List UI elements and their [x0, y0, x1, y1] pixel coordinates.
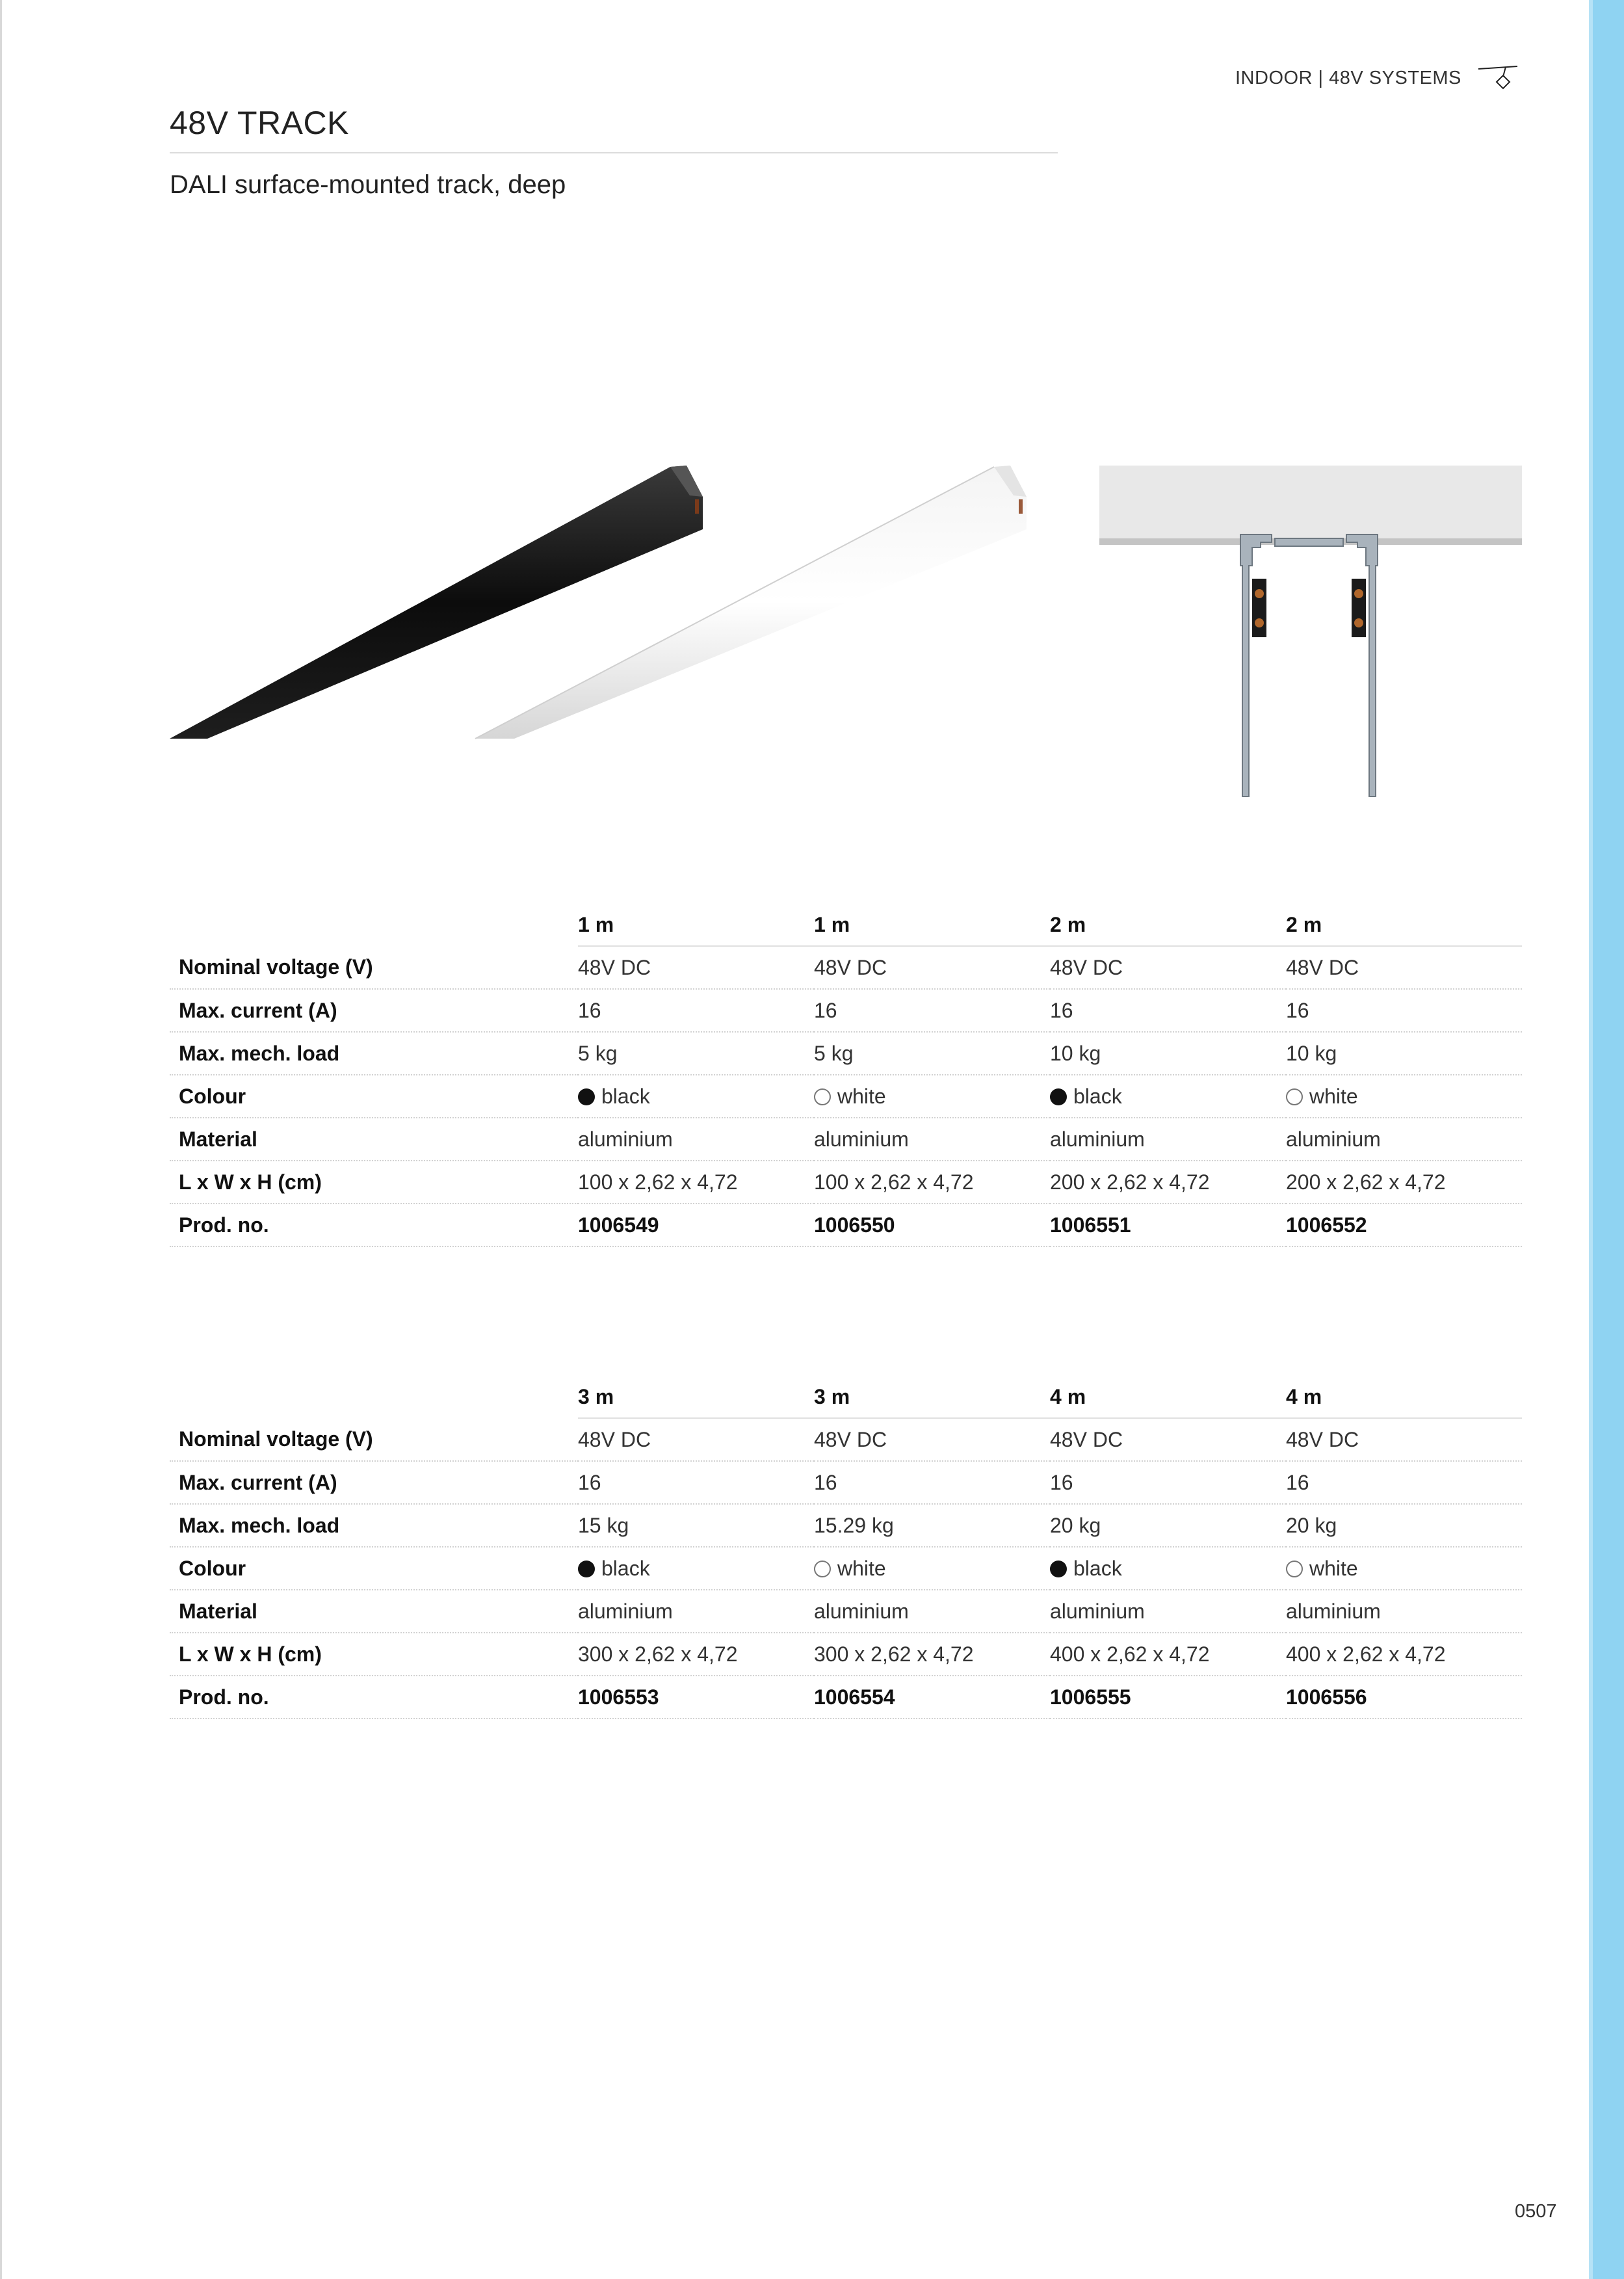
white-dot-icon	[1286, 1088, 1303, 1105]
table-cell: 48V DC	[1050, 1418, 1286, 1461]
table-cell: 16	[1286, 1461, 1522, 1504]
colour-value: white	[1309, 1556, 1358, 1580]
colour-cell	[814, 1547, 1050, 1590]
page-title: 48V TRACK	[170, 105, 349, 141]
table-cell: 10 kg	[1050, 1032, 1286, 1075]
column-header: 4 m	[1050, 1376, 1286, 1418]
table-cell: 300 x 2,62 x 4,72	[814, 1633, 1050, 1676]
table-row	[170, 1075, 1522, 1118]
table-row	[170, 1118, 1522, 1161]
table-cell: aluminium	[814, 1590, 1050, 1633]
header-blank-cell	[170, 904, 578, 946]
title-divider	[170, 152, 1058, 153]
table-cell: 16	[578, 1461, 814, 1504]
product-number: 1006556	[1286, 1676, 1522, 1719]
page-number: 0507	[1515, 2201, 1557, 2222]
column-header: 1 m	[578, 904, 814, 946]
row-label: Material	[170, 1118, 578, 1161]
column-header: 4 m	[1286, 1376, 1522, 1418]
row-label: Material	[170, 1590, 578, 1633]
table-row	[170, 1547, 1522, 1590]
colour-cell	[1286, 1547, 1522, 1590]
table-cell: 5 kg	[578, 1032, 814, 1075]
product-number: 1006555	[1050, 1676, 1286, 1719]
table-cell: 400 x 2,62 x 4,72	[1286, 1633, 1522, 1676]
row-label: L x W x H (cm)	[170, 1633, 578, 1676]
table-row	[170, 1461, 1522, 1504]
table-cell: 200 x 2,62 x 4,72	[1286, 1161, 1522, 1204]
colour-value: black	[1073, 1084, 1122, 1108]
colour-value: white	[837, 1556, 886, 1580]
row-label: Nominal voltage (V)	[170, 946, 578, 989]
spec-table-2	[170, 1376, 1522, 1719]
table-cell: aluminium	[578, 1590, 814, 1633]
table-cell: 16	[578, 989, 814, 1032]
column-header: 3 m	[578, 1376, 814, 1418]
table-row	[170, 1590, 1522, 1633]
white-track-image	[475, 466, 1027, 739]
table-row	[170, 1504, 1522, 1547]
colour-value: white	[837, 1084, 886, 1108]
row-label: Max. mech. load	[170, 1032, 578, 1075]
row-label: Colour	[170, 1547, 578, 1590]
product-number: 1006552	[1286, 1204, 1522, 1246]
black-track-image	[170, 466, 703, 739]
table-cell: 16	[814, 1461, 1050, 1504]
table-cell: 15 kg	[578, 1504, 814, 1547]
row-label: L x W x H (cm)	[170, 1161, 578, 1204]
table-row	[170, 946, 1522, 989]
table-cell: 48V DC	[578, 946, 814, 989]
colour-cell	[578, 1075, 814, 1118]
table-row	[170, 1161, 1522, 1204]
product-number: 1006551	[1050, 1204, 1286, 1246]
cross-section-diagram	[1099, 466, 1522, 797]
table-cell: 48V DC	[1286, 1418, 1522, 1461]
colour-value: black	[1073, 1556, 1122, 1580]
table-cell: 5 kg	[814, 1032, 1050, 1075]
colour-value: black	[601, 1556, 650, 1580]
table-row	[170, 1676, 1522, 1719]
product-images	[170, 455, 1522, 800]
table-cell: 20 kg	[1286, 1504, 1522, 1547]
table-row	[170, 1032, 1522, 1075]
product-number: 1006554	[814, 1676, 1050, 1719]
colour-cell	[1286, 1075, 1522, 1118]
table-cell: aluminium	[578, 1118, 814, 1161]
table-cell: 16	[1050, 1461, 1286, 1504]
white-dot-icon	[1286, 1561, 1303, 1577]
table-cell: 48V DC	[814, 946, 1050, 989]
white-dot-icon	[814, 1561, 831, 1577]
table-cell: 300 x 2,62 x 4,72	[578, 1633, 814, 1676]
black-dot-icon	[578, 1088, 595, 1105]
page-subtitle: DALI surface-mounted track, deep	[170, 170, 566, 199]
table-cell: aluminium	[1286, 1118, 1522, 1161]
colour-cell	[1050, 1075, 1286, 1118]
section-label: INDOOR | 48V SYSTEMS	[1235, 68, 1461, 88]
side-accent-strip	[1589, 0, 1624, 2279]
colour-cell	[814, 1075, 1050, 1118]
table-cell: 48V DC	[1286, 946, 1522, 989]
row-label: Max. current (A)	[170, 989, 578, 1032]
column-header: 2 m	[1286, 904, 1522, 946]
product-number: 1006549	[578, 1204, 814, 1246]
row-label: Nominal voltage (V)	[170, 1418, 578, 1461]
white-dot-icon	[814, 1088, 831, 1105]
column-header: 1 m	[814, 904, 1050, 946]
table-cell: 100 x 2,62 x 4,72	[578, 1161, 814, 1204]
table-cell: aluminium	[1050, 1118, 1286, 1161]
table-cell: 20 kg	[1050, 1504, 1286, 1547]
black-dot-icon	[1050, 1088, 1067, 1105]
table-row	[170, 989, 1522, 1032]
header-blank-cell	[170, 1376, 578, 1418]
page-edge	[0, 0, 2, 2279]
table-cell: 100 x 2,62 x 4,72	[814, 1161, 1050, 1204]
colour-cell	[1050, 1547, 1286, 1590]
colour-value: white	[1309, 1084, 1358, 1108]
table-cell: 16	[1050, 989, 1286, 1032]
row-label: Max. current (A)	[170, 1461, 578, 1504]
product-number: 1006550	[814, 1204, 1050, 1246]
table-cell: 400 x 2,62 x 4,72	[1050, 1633, 1286, 1676]
table-cell: 16	[814, 989, 1050, 1032]
table-cell: 16	[1286, 989, 1522, 1032]
table-cell: 48V DC	[1050, 946, 1286, 989]
table-cell: 48V DC	[814, 1418, 1050, 1461]
table-row	[170, 1418, 1522, 1461]
row-label: Max. mech. load	[170, 1504, 578, 1547]
table-cell: 48V DC	[578, 1418, 814, 1461]
table-row	[170, 1633, 1522, 1676]
table-cell: aluminium	[814, 1118, 1050, 1161]
track-spotlight-icon	[1477, 62, 1523, 95]
row-label: Colour	[170, 1075, 578, 1118]
table-cell: 10 kg	[1286, 1032, 1522, 1075]
column-header: 2 m	[1050, 904, 1286, 946]
column-header: 3 m	[814, 1376, 1050, 1418]
colour-cell	[578, 1547, 814, 1590]
table-row	[170, 1204, 1522, 1246]
table-cell: 200 x 2,62 x 4,72	[1050, 1161, 1286, 1204]
row-label: Prod. no.	[170, 1676, 578, 1719]
table-header-row	[170, 904, 1522, 946]
spec-table-1	[170, 904, 1522, 1247]
table-header-row	[170, 1376, 1522, 1418]
black-dot-icon	[1050, 1561, 1067, 1577]
colour-value: black	[601, 1084, 650, 1108]
table-cell: aluminium	[1286, 1590, 1522, 1633]
table-cell: 15.29 kg	[814, 1504, 1050, 1547]
black-dot-icon	[578, 1561, 595, 1577]
product-number: 1006553	[578, 1676, 814, 1719]
row-label: Prod. no.	[170, 1204, 578, 1246]
table-cell: aluminium	[1050, 1590, 1286, 1633]
